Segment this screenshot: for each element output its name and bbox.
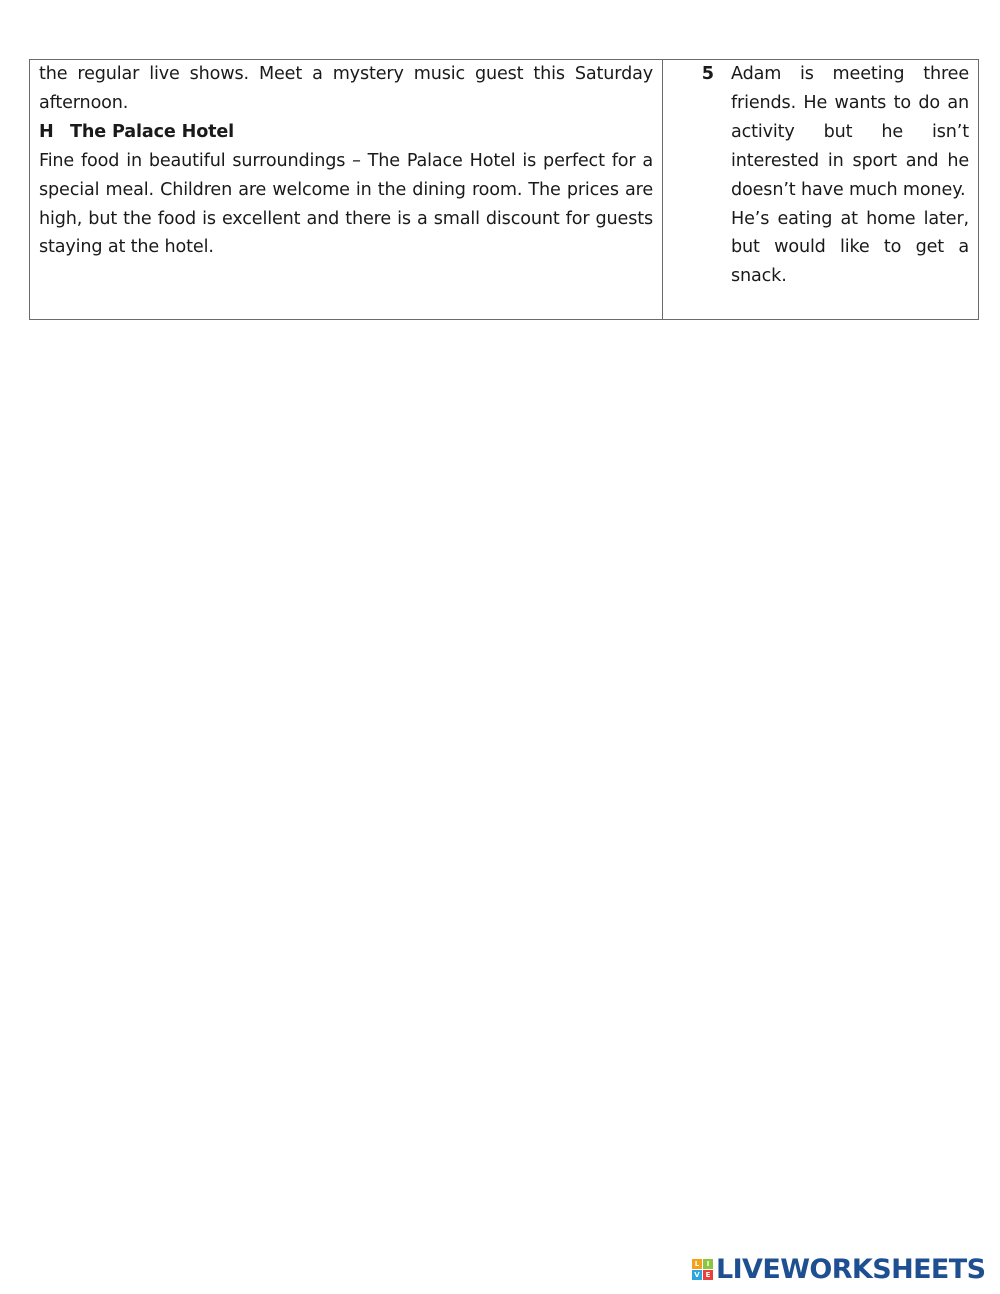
task-line: Adam is meeting three <box>731 64 969 84</box>
liveworksheets-logo <box>692 1254 985 1284</box>
logo-mark-cell: E <box>703 1270 713 1280</box>
body-paragraph <box>39 147 653 263</box>
task-line: He’s eating at home later, <box>731 208 969 229</box>
logo-text: LIVEWORKSHEETS <box>716 1253 986 1285</box>
logo-mark-cell: I <box>703 1259 713 1269</box>
logo-mark-cell: L <box>692 1259 702 1269</box>
body-line: staying at the hotel. <box>39 237 214 258</box>
section-letter: H <box>39 121 54 142</box>
task-line: friends. He wants to do an <box>731 92 969 113</box>
intro-paragraph <box>39 60 653 118</box>
section-title: The Palace Hotel <box>70 121 235 142</box>
body-line: high, but the food is excellent and there is a small discount for guests <box>39 208 653 229</box>
left-cell <box>30 60 663 319</box>
body-line: special meal. Children are welcome in the dining room. The prices are <box>39 179 653 200</box>
body-line: Fine food in beautiful surroundings – The Palace Hotel is perfect for a <box>39 150 653 171</box>
task-line: but would like to get a <box>731 237 969 258</box>
right-cell <box>663 60 978 319</box>
section-heading <box>39 118 653 147</box>
task-line: interested in sport and he <box>731 150 969 171</box>
worksheet-table <box>29 59 979 320</box>
task-number: 5 <box>701 64 714 84</box>
intro-line: the regular live shows. Meet a mystery music guest this Saturday <box>39 64 653 84</box>
logo-mark-cell: V <box>692 1270 702 1280</box>
task-line: activity but he isn’t <box>731 121 969 142</box>
task-line: doesn’t have much money. <box>731 179 966 200</box>
intro-line: afternoon. <box>39 92 129 113</box>
task-text <box>731 60 969 319</box>
logo-mark-icon <box>692 1259 713 1280</box>
task-line: snack. <box>731 266 787 287</box>
